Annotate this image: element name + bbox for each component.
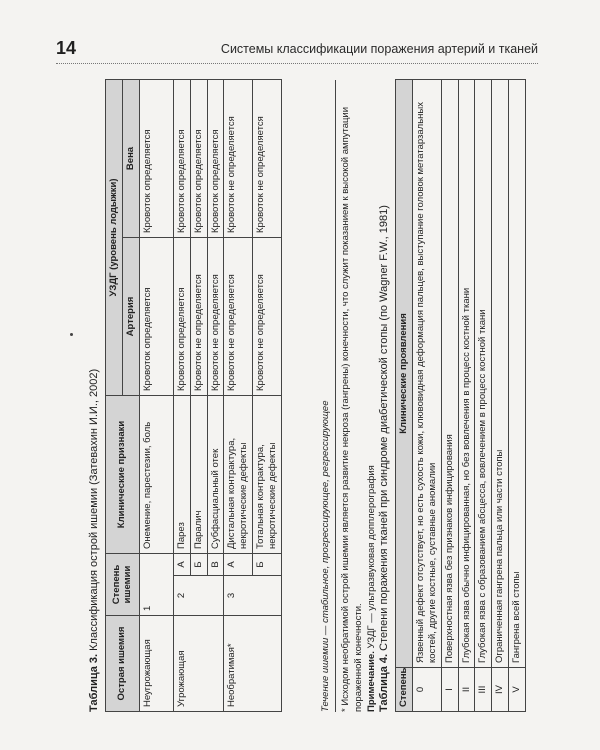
table4-cell-grade: III xyxy=(475,668,492,712)
table3-cell-artery: Кровоток не определяется xyxy=(190,237,207,395)
table-row xyxy=(458,80,475,712)
table4-cell-grade: I xyxy=(441,668,458,712)
table3-cell-artery: Кровоток определяется xyxy=(139,237,173,395)
table4-label: Таблица 4. xyxy=(378,653,390,712)
table4-cell-text: Ограниченная гангрена пальца или части стопы xyxy=(492,80,509,668)
running-header: Системы классификации поражения артерий и тканей xyxy=(220,42,538,56)
table3-cell-degree: 2 xyxy=(173,576,224,616)
header-divider xyxy=(56,63,538,64)
table3-cell-degree: 1 xyxy=(139,553,173,615)
table3-header-uzdg: УЗДГ (уровень лодыжки) xyxy=(106,79,123,395)
table3-cell-signs: Парез xyxy=(173,395,190,553)
table4-cell-text: Глубокая язва обычно инфицированная, но без вовлечения в процесс костной ткани xyxy=(458,80,475,668)
table4-cell-text: Глубокая язва с образованием абсцесса, вовлечением в процесс костной ткани xyxy=(475,80,492,668)
table3-cell-subdegree: В xyxy=(207,553,224,575)
table-row xyxy=(173,79,190,711)
table3-cell-type: Угрожающая xyxy=(173,616,224,712)
table3-cell-artery: Кровоток не определяется xyxy=(253,237,282,395)
table4-cell-grade: V xyxy=(509,668,526,712)
table3-label: Таблица 3. xyxy=(88,653,100,712)
table3 xyxy=(105,79,282,712)
table3-header-degree: Степень ишемии xyxy=(106,553,140,615)
table4-cell-text: Гангрена всей стопы xyxy=(509,80,526,668)
table4-cell-text: Язвенный дефект отсутствует, но есть сухость кожи, клювовидная деформация пальцев, выступание головок метатарзальных костей, другие костные, суставные аномалии xyxy=(412,80,441,668)
table4-title: Степени поражения тканей при синдроме диабетической стопы (по Wagner F.W., 1981) xyxy=(378,205,390,651)
table3-cell-artery: Кровоток не определяется xyxy=(207,237,224,395)
table3-header-artery: Артерия xyxy=(122,237,139,395)
table3-cell-subdegree: А xyxy=(173,553,190,575)
table3-cell-subdegree: Б xyxy=(253,553,282,575)
table3-header-type: Острая ишемия xyxy=(106,616,140,712)
table-row xyxy=(139,79,173,711)
table3-cell-signs: Онемение, парестезии, боль xyxy=(139,395,173,553)
table3-cell-signs: Тотальная контрактура, некротические дефекты xyxy=(253,395,282,553)
table3-cell-vein: Кровоток не определяется xyxy=(224,79,253,237)
table4-caption xyxy=(378,205,390,712)
table3-remark xyxy=(366,80,378,712)
table4 xyxy=(395,79,526,712)
table3-cell-signs: Дистальная контрактура, некротические дефекты xyxy=(224,395,253,553)
table3-header-row xyxy=(106,79,123,711)
table3-header-signs: Клинические признаки xyxy=(106,395,140,553)
table3-cell-vein: Кровоток определяется xyxy=(139,79,173,237)
table3-cell-subdegree: Б xyxy=(190,553,207,575)
table4-cell-grade: IV xyxy=(492,668,509,712)
page-number: 14 xyxy=(56,38,77,58)
table3-header-vein: Вена xyxy=(122,79,139,237)
table3-cell-vein: Кровоток определяется xyxy=(173,79,190,237)
table4-header-grade: Степень xyxy=(396,668,413,712)
table3-caption xyxy=(88,369,100,712)
table4-cell-text: Поверхностная язва без признаков инфицирования xyxy=(441,80,458,668)
table3-cell-degree: 3 xyxy=(224,576,282,616)
print-speck xyxy=(70,333,73,336)
rotated-content xyxy=(88,80,535,712)
table3-remark-text: УЗДГ — ультразвуковая допплерография xyxy=(366,465,378,649)
table3-cell-signs: Субфасциальный отек xyxy=(207,395,224,553)
table3-cell-artery: Кровоток определяется xyxy=(173,237,190,395)
table-row xyxy=(509,80,526,712)
table-row xyxy=(475,80,492,712)
table3-notes xyxy=(320,80,379,712)
table3-cell-type: Неугрожающая xyxy=(139,616,173,712)
table3-cell-vein: Кровоток определяется xyxy=(190,79,207,237)
table3-course-note: Течение ишемии — стабильное, прогрессирующее, регрессирующее xyxy=(320,80,336,712)
table3-cell-signs: Паралич xyxy=(190,395,207,553)
table3-cell-type: Необратимая* xyxy=(224,616,282,712)
table4-header-row xyxy=(396,80,413,712)
table-row xyxy=(412,80,441,712)
table4-cell-grade: 0 xyxy=(412,668,441,712)
table3-title: Классификация острой ишемии (Затевахин И.И., 2002) xyxy=(88,368,100,651)
table-row xyxy=(492,80,509,712)
table3-cell-artery: Кровоток не определяется xyxy=(224,237,253,395)
table3-cell-vein: Кровоток определяется xyxy=(207,79,224,237)
table3-cell-subdegree: А xyxy=(224,553,253,575)
table3-footnote: * Исходом необратимой острой ишемии является развитие некроза (гангрены) конечности, что служит показанием к высокой ампутации пораженной конечности. xyxy=(340,106,364,712)
table4-cell-grade: II xyxy=(458,668,475,712)
table3-remark-label: Примечание. xyxy=(366,651,378,712)
table4-header-manifestations: Клинические проявления xyxy=(396,80,413,668)
table3-cell-vein: Кровоток не определяется xyxy=(253,79,282,237)
table-row xyxy=(224,79,253,711)
table-row xyxy=(441,80,458,712)
